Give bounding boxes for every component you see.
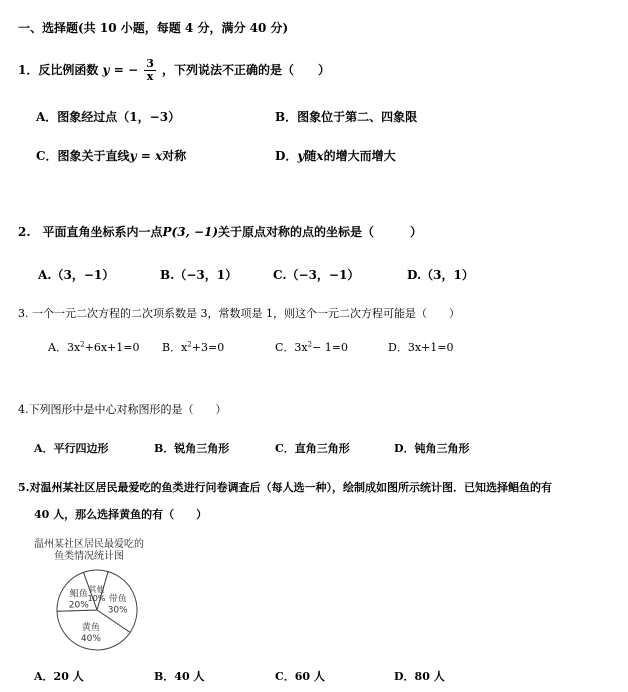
q4-option-c[interactable]: C．直角三角形 (275, 442, 350, 455)
q1-option-c-var: y = x (129, 149, 163, 163)
question-5-line2: 40 人，那么选择黄鱼的有（ ） (34, 508, 208, 521)
q1-option-d-var: y (297, 149, 305, 163)
q3-option-a[interactable] (48, 339, 139, 355)
question-2 (18, 223, 422, 240)
pie-label-3: 黄鱼 (81, 623, 100, 634)
q3-option-c-pre: C．3x (275, 341, 308, 354)
q3-option-c[interactable] (275, 339, 348, 355)
q4-option-d[interactable]: D．钝角三角形 (394, 442, 470, 455)
q1-option-d-var2: x (316, 149, 324, 163)
pie-label-1: 其他 (88, 585, 105, 595)
q1-option-d-end: 的增大而增大 (323, 149, 396, 163)
q2-option-b[interactable]: B.（−3，1） (160, 268, 238, 282)
question-5-line1: 5.对温州某社区居民最爱吃的鱼类进行问卷调查后（每人选一种），绘制成如图所示统计图．已知选择鲳鱼的有 (18, 481, 552, 494)
q5-option-d[interactable]: D．80 人 (394, 670, 445, 683)
section-title: 一、选择题(共 10 小题，每题 4 分，满分 40 分) (18, 21, 289, 35)
chart-title-line2: 鱼类情况统计图 (54, 551, 124, 562)
q1-var: y (102, 63, 110, 77)
q5-option-a[interactable]: A．20 人 (34, 670, 84, 683)
q3-option-a-post: +6x+1=0 (84, 341, 140, 354)
q1-prefix: 1．反比例函数 (18, 63, 99, 77)
q1-option-c-text: C．图象关于直线 (36, 149, 130, 163)
q2-text-a: 2. 平面直角坐标系内一点 (18, 225, 163, 239)
q1-option-d-label: D． (275, 149, 298, 163)
q1-option-b[interactable]: B．图象位于第二、四象限 (275, 110, 418, 124)
q5-option-c[interactable]: C．60 人 (275, 670, 325, 683)
q3-option-c-sup: 2 (307, 340, 313, 349)
pie-pct-2: 30% (107, 605, 128, 616)
pie-pct-4: 20% (68, 600, 89, 611)
q2-option-a[interactable]: A.（3，−1） (38, 268, 115, 282)
question-4: 4.下列图形中是中心对称图形的是（ ） (18, 403, 227, 416)
q4-option-a[interactable]: A．平行四边形 (34, 442, 109, 455)
pie-pct-3: 40% (80, 634, 101, 645)
q3-option-a-pre: A．3x (48, 341, 81, 354)
q1-frac-num: 3 (146, 57, 154, 70)
question-1 (18, 58, 330, 83)
pie-pct-1: 10% (87, 594, 106, 604)
q1-option-d[interactable] (275, 147, 396, 164)
q5-option-b[interactable]: B．40 人 (154, 670, 205, 683)
question-3: 3. 一个一元二次方程的二次项系数是 3，常数项是 1，则这个一元二次方程可能是（ ） (18, 307, 460, 320)
q1-fraction (144, 58, 156, 83)
pie-label-4: 鲳鱼 (69, 589, 88, 600)
q3-option-c-post: − 1=0 (312, 341, 349, 354)
q1-option-d-mid: 随 (304, 149, 317, 163)
pie-label-2: 带鱼 (108, 594, 127, 605)
chart-title-line1: 温州某社区居民最爱吃的 (34, 539, 144, 550)
q3-option-d[interactable]: D．3x+1=0 (388, 341, 454, 354)
q2-point: P(3, −1) (162, 225, 219, 239)
q3-option-b-post: +3=0 (191, 341, 225, 354)
q3-option-b[interactable] (162, 339, 224, 355)
q4-option-b[interactable]: B．锐角三角形 (154, 442, 230, 455)
q2-option-c[interactable]: C.（−3，−1） (273, 268, 360, 282)
q1-eq: = − (113, 63, 139, 77)
q3-option-a-sup: 2 (80, 340, 85, 349)
q1-frac-den: x (146, 70, 154, 83)
q1-option-c-end: 对称 (162, 149, 187, 163)
q3-option-b-pre: B．x (162, 341, 188, 354)
pie-chart (52, 566, 142, 654)
q2-option-d[interactable]: D.（3，1） (407, 268, 474, 282)
q2-text-b: 关于原点对称的点的坐标是（ ） (218, 225, 423, 239)
q1-option-c[interactable] (36, 147, 186, 164)
q1-option-a[interactable]: A．图象经过点（1，−3） (36, 110, 181, 124)
q1-suffix: ，下列说法不正确的是（ ） (162, 63, 331, 77)
q3-option-b-sup: 2 (187, 340, 192, 349)
